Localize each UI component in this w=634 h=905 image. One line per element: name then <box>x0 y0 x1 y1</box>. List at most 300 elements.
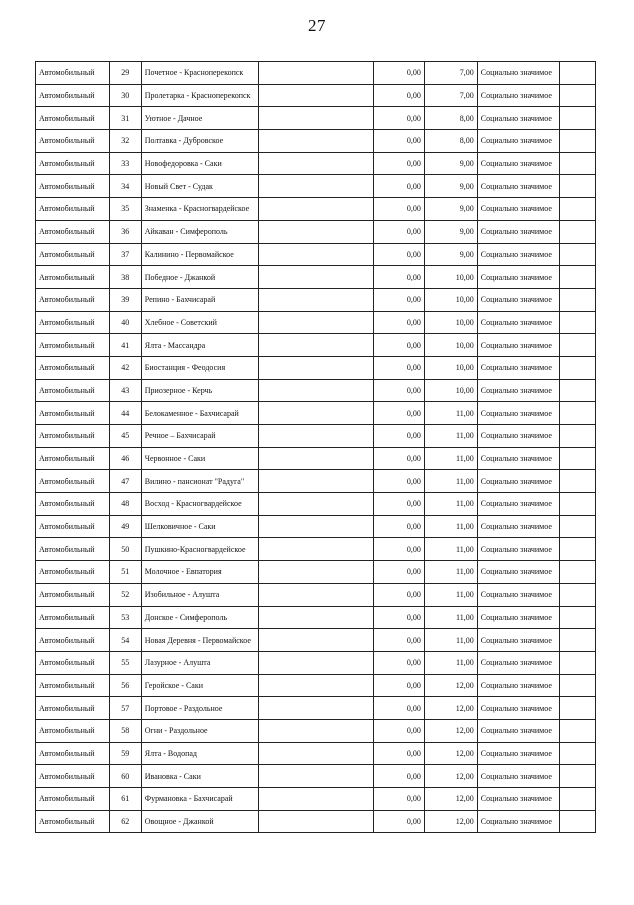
route-name-cell: Айкаван - Симферополь <box>141 220 258 243</box>
empty-cell <box>559 379 595 402</box>
empty-cell <box>559 198 595 221</box>
empty-cell <box>559 334 595 357</box>
table-row <box>36 334 596 357</box>
empty-cell <box>258 175 373 198</box>
value-a-cell: 0,00 <box>374 84 425 107</box>
value-a-cell: 0,00 <box>374 402 425 425</box>
value-b-cell: 10,00 <box>424 311 477 334</box>
route-name-cell: Знаменка - Красногвардейское <box>141 198 258 221</box>
route-category-cell: Социально значимое <box>477 243 559 266</box>
route-number-cell: 45 <box>109 425 141 448</box>
empty-cell <box>559 107 595 130</box>
route-name-cell: Победное - Джанкой <box>141 266 258 289</box>
route-number-cell: 51 <box>109 561 141 584</box>
value-a-cell: 0,00 <box>374 311 425 334</box>
value-b-cell: 11,00 <box>424 651 477 674</box>
route-name-cell: Новофедоровка - Саки <box>141 152 258 175</box>
table-row <box>36 697 596 720</box>
value-a-cell: 0,00 <box>374 538 425 561</box>
route-type-cell: Автомобильный <box>36 561 110 584</box>
route-name-cell: Почетное - Красноперекопск <box>141 62 258 85</box>
empty-cell <box>559 765 595 788</box>
route-category-cell: Социально значимое <box>477 334 559 357</box>
route-name-cell: Восход - Красногвардейское <box>141 493 258 516</box>
route-type-cell: Автомобильный <box>36 152 110 175</box>
empty-cell <box>559 606 595 629</box>
route-number-cell: 55 <box>109 651 141 674</box>
route-type-cell: Автомобильный <box>36 788 110 811</box>
empty-cell <box>258 674 373 697</box>
empty-cell <box>258 447 373 470</box>
route-number-cell: 58 <box>109 719 141 742</box>
empty-cell <box>559 651 595 674</box>
route-type-cell: Автомобильный <box>36 447 110 470</box>
table-row <box>36 175 596 198</box>
route-category-cell: Социально значимое <box>477 84 559 107</box>
table-row <box>36 493 596 516</box>
value-a-cell: 0,00 <box>374 606 425 629</box>
empty-cell <box>559 356 595 379</box>
route-number-cell: 53 <box>109 606 141 629</box>
value-b-cell: 11,00 <box>424 447 477 470</box>
empty-cell <box>559 810 595 833</box>
empty-cell <box>258 288 373 311</box>
route-name-cell: Уютное - Дачное <box>141 107 258 130</box>
route-type-cell: Автомобильный <box>36 606 110 629</box>
empty-cell <box>559 742 595 765</box>
value-a-cell: 0,00 <box>374 810 425 833</box>
value-b-cell: 11,00 <box>424 538 477 561</box>
table-row <box>36 651 596 674</box>
route-number-cell: 49 <box>109 515 141 538</box>
route-type-cell: Автомобильный <box>36 583 110 606</box>
route-type-cell: Автомобильный <box>36 220 110 243</box>
route-type-cell: Автомобильный <box>36 651 110 674</box>
route-name-cell: Ялта - Водопад <box>141 742 258 765</box>
value-b-cell: 11,00 <box>424 629 477 652</box>
route-category-cell: Социально значимое <box>477 425 559 448</box>
empty-cell <box>559 425 595 448</box>
empty-cell <box>258 243 373 266</box>
empty-cell <box>258 651 373 674</box>
table-row <box>36 107 596 130</box>
empty-cell <box>559 788 595 811</box>
empty-cell <box>258 220 373 243</box>
table-row <box>36 742 596 765</box>
route-name-cell: Овощное - Джанкой <box>141 810 258 833</box>
route-number-cell: 52 <box>109 583 141 606</box>
value-a-cell: 0,00 <box>374 288 425 311</box>
empty-cell <box>258 765 373 788</box>
route-type-cell: Автомобильный <box>36 334 110 357</box>
route-number-cell: 39 <box>109 288 141 311</box>
table-row <box>36 379 596 402</box>
route-number-cell: 62 <box>109 810 141 833</box>
empty-cell <box>258 719 373 742</box>
route-name-cell: Приозерное - Керчь <box>141 379 258 402</box>
value-a-cell: 0,00 <box>374 425 425 448</box>
empty-cell <box>559 538 595 561</box>
table-row <box>36 152 596 175</box>
value-b-cell: 12,00 <box>424 788 477 811</box>
value-a-cell: 0,00 <box>374 470 425 493</box>
value-b-cell: 7,00 <box>424 84 477 107</box>
table-row <box>36 220 596 243</box>
value-a-cell: 0,00 <box>374 152 425 175</box>
value-b-cell: 10,00 <box>424 266 477 289</box>
route-name-cell: Полтавка - Дубровское <box>141 130 258 153</box>
route-category-cell: Социально значимое <box>477 220 559 243</box>
value-b-cell: 12,00 <box>424 810 477 833</box>
route-category-cell: Социально значимое <box>477 583 559 606</box>
empty-cell <box>258 62 373 85</box>
route-name-cell: Вилино - пансионат "Радуга" <box>141 470 258 493</box>
value-a-cell: 0,00 <box>374 697 425 720</box>
value-a-cell: 0,00 <box>374 356 425 379</box>
value-a-cell: 0,00 <box>374 742 425 765</box>
route-number-cell: 41 <box>109 334 141 357</box>
empty-cell <box>559 402 595 425</box>
value-b-cell: 10,00 <box>424 379 477 402</box>
empty-cell <box>258 538 373 561</box>
value-a-cell: 0,00 <box>374 765 425 788</box>
route-name-cell: Огни - Раздольное <box>141 719 258 742</box>
route-name-cell: Фурмановка - Бахчисарай <box>141 788 258 811</box>
route-type-cell: Автомобильный <box>36 379 110 402</box>
value-b-cell: 9,00 <box>424 220 477 243</box>
route-number-cell: 35 <box>109 198 141 221</box>
route-number-cell: 60 <box>109 765 141 788</box>
route-name-cell: Хлебное - Советский <box>141 311 258 334</box>
value-a-cell: 0,00 <box>374 651 425 674</box>
route-number-cell: 36 <box>109 220 141 243</box>
value-b-cell: 10,00 <box>424 288 477 311</box>
value-a-cell: 0,00 <box>374 583 425 606</box>
value-b-cell: 9,00 <box>424 198 477 221</box>
route-category-cell: Социально значимое <box>477 765 559 788</box>
empty-cell <box>258 107 373 130</box>
route-number-cell: 56 <box>109 674 141 697</box>
empty-cell <box>258 334 373 357</box>
routes-table-body <box>36 62 596 833</box>
route-category-cell: Социально значимое <box>477 107 559 130</box>
empty-cell <box>258 515 373 538</box>
empty-cell <box>258 629 373 652</box>
empty-cell <box>258 266 373 289</box>
route-category-cell: Социально значимое <box>477 130 559 153</box>
empty-cell <box>258 402 373 425</box>
value-b-cell: 12,00 <box>424 674 477 697</box>
route-number-cell: 47 <box>109 470 141 493</box>
value-a-cell: 0,00 <box>374 130 425 153</box>
table-row <box>36 561 596 584</box>
table-row <box>36 719 596 742</box>
value-b-cell: 12,00 <box>424 697 477 720</box>
table-row <box>36 84 596 107</box>
empty-cell <box>559 674 595 697</box>
route-category-cell: Социально значимое <box>477 719 559 742</box>
route-number-cell: 54 <box>109 629 141 652</box>
route-number-cell: 43 <box>109 379 141 402</box>
route-category-cell: Социально значимое <box>477 697 559 720</box>
route-name-cell: Калинино - Первомайское <box>141 243 258 266</box>
empty-cell <box>258 493 373 516</box>
value-a-cell: 0,00 <box>374 220 425 243</box>
table-row <box>36 356 596 379</box>
table-row <box>36 583 596 606</box>
route-name-cell: Портовое - Раздольное <box>141 697 258 720</box>
route-category-cell: Социально значимое <box>477 742 559 765</box>
route-type-cell: Автомобильный <box>36 243 110 266</box>
value-a-cell: 0,00 <box>374 198 425 221</box>
route-number-cell: 30 <box>109 84 141 107</box>
empty-cell <box>559 130 595 153</box>
route-name-cell: Изобильное - Алушта <box>141 583 258 606</box>
route-type-cell: Автомобильный <box>36 629 110 652</box>
route-number-cell: 37 <box>109 243 141 266</box>
route-name-cell: Новая Деревня - Первомайское <box>141 629 258 652</box>
table-row <box>36 765 596 788</box>
table-row <box>36 288 596 311</box>
value-b-cell: 11,00 <box>424 493 477 516</box>
empty-cell <box>559 152 595 175</box>
table-row <box>36 788 596 811</box>
route-number-cell: 48 <box>109 493 141 516</box>
value-a-cell: 0,00 <box>374 266 425 289</box>
empty-cell <box>258 379 373 402</box>
table-row <box>36 447 596 470</box>
route-category-cell: Социально значимое <box>477 629 559 652</box>
route-name-cell: Лазурное - Алушта <box>141 651 258 674</box>
route-category-cell: Социально значимое <box>477 311 559 334</box>
route-type-cell: Автомобильный <box>36 175 110 198</box>
empty-cell <box>258 130 373 153</box>
value-b-cell: 12,00 <box>424 719 477 742</box>
value-a-cell: 0,00 <box>374 447 425 470</box>
value-a-cell: 0,00 <box>374 493 425 516</box>
route-type-cell: Автомобильный <box>36 266 110 289</box>
empty-cell <box>258 742 373 765</box>
route-type-cell: Автомобильный <box>36 425 110 448</box>
value-b-cell: 10,00 <box>424 356 477 379</box>
route-number-cell: 50 <box>109 538 141 561</box>
route-type-cell: Автомобильный <box>36 356 110 379</box>
route-name-cell: Ивановка - Саки <box>141 765 258 788</box>
empty-cell <box>258 311 373 334</box>
value-b-cell: 9,00 <box>424 152 477 175</box>
empty-cell <box>559 561 595 584</box>
route-type-cell: Автомобильный <box>36 493 110 516</box>
route-type-cell: Автомобильный <box>36 288 110 311</box>
routes-table <box>35 61 596 833</box>
route-type-cell: Автомобильный <box>36 198 110 221</box>
route-type-cell: Автомобильный <box>36 107 110 130</box>
route-category-cell: Социально значимое <box>477 470 559 493</box>
empty-cell <box>559 470 595 493</box>
table-row <box>36 62 596 85</box>
page-number: 27 <box>308 16 326 35</box>
value-b-cell: 11,00 <box>424 402 477 425</box>
value-b-cell: 8,00 <box>424 130 477 153</box>
route-type-cell: Автомобильный <box>36 84 110 107</box>
value-a-cell: 0,00 <box>374 719 425 742</box>
route-number-cell: 44 <box>109 402 141 425</box>
value-a-cell: 0,00 <box>374 788 425 811</box>
value-a-cell: 0,00 <box>374 515 425 538</box>
table-row <box>36 606 596 629</box>
empty-cell <box>559 311 595 334</box>
empty-cell <box>258 583 373 606</box>
route-category-cell: Социально значимое <box>477 810 559 833</box>
route-type-cell: Автомобильный <box>36 130 110 153</box>
value-a-cell: 0,00 <box>374 334 425 357</box>
route-name-cell: Биостанция - Феодосия <box>141 356 258 379</box>
empty-cell <box>559 493 595 516</box>
route-type-cell: Автомобильный <box>36 765 110 788</box>
empty-cell <box>559 629 595 652</box>
route-type-cell: Автомобильный <box>36 402 110 425</box>
route-category-cell: Социально значимое <box>477 198 559 221</box>
value-b-cell: 9,00 <box>424 175 477 198</box>
route-type-cell: Автомобильный <box>36 311 110 334</box>
route-name-cell: Донское - Симферополь <box>141 606 258 629</box>
empty-cell <box>559 175 595 198</box>
empty-cell <box>258 470 373 493</box>
table-row <box>36 515 596 538</box>
route-type-cell: Автомобильный <box>36 62 110 85</box>
route-number-cell: 29 <box>109 62 141 85</box>
table-row <box>36 538 596 561</box>
route-number-cell: 42 <box>109 356 141 379</box>
table-row <box>36 425 596 448</box>
route-type-cell: Автомобильный <box>36 470 110 493</box>
empty-cell <box>258 606 373 629</box>
route-category-cell: Социально значимое <box>477 674 559 697</box>
empty-cell <box>258 152 373 175</box>
empty-cell <box>559 84 595 107</box>
route-name-cell: Пролетарка - Красноперекопск <box>141 84 258 107</box>
route-category-cell: Социально значимое <box>477 402 559 425</box>
value-a-cell: 0,00 <box>374 561 425 584</box>
empty-cell <box>559 243 595 266</box>
route-category-cell: Социально значимое <box>477 175 559 198</box>
empty-cell <box>258 810 373 833</box>
route-type-cell: Автомобильный <box>36 742 110 765</box>
route-name-cell: Белокаменное - Бахчисарай <box>141 402 258 425</box>
route-category-cell: Социально значимое <box>477 788 559 811</box>
empty-cell <box>258 198 373 221</box>
route-category-cell: Социально значимое <box>477 651 559 674</box>
value-a-cell: 0,00 <box>374 243 425 266</box>
value-b-cell: 7,00 <box>424 62 477 85</box>
value-b-cell: 9,00 <box>424 243 477 266</box>
route-number-cell: 38 <box>109 266 141 289</box>
route-category-cell: Социально значимое <box>477 62 559 85</box>
table-row <box>36 674 596 697</box>
route-category-cell: Социально значимое <box>477 288 559 311</box>
route-category-cell: Социально значимое <box>477 606 559 629</box>
value-b-cell: 10,00 <box>424 334 477 357</box>
empty-cell <box>258 561 373 584</box>
value-b-cell: 11,00 <box>424 515 477 538</box>
value-b-cell: 11,00 <box>424 606 477 629</box>
table-row <box>36 130 596 153</box>
table-row <box>36 402 596 425</box>
empty-cell <box>559 62 595 85</box>
empty-cell <box>559 583 595 606</box>
route-number-cell: 59 <box>109 742 141 765</box>
value-b-cell: 11,00 <box>424 583 477 606</box>
route-category-cell: Социально значимое <box>477 447 559 470</box>
empty-cell <box>559 719 595 742</box>
empty-cell <box>559 697 595 720</box>
empty-cell <box>258 84 373 107</box>
route-category-cell: Социально значимое <box>477 515 559 538</box>
table-row <box>36 470 596 493</box>
value-a-cell: 0,00 <box>374 107 425 130</box>
empty-cell <box>258 356 373 379</box>
route-name-cell: Шелковичное - Саки <box>141 515 258 538</box>
route-number-cell: 40 <box>109 311 141 334</box>
table-row <box>36 810 596 833</box>
route-type-cell: Автомобильный <box>36 810 110 833</box>
route-name-cell: Новый Свет - Судак <box>141 175 258 198</box>
route-name-cell: Молочное - Евпатория <box>141 561 258 584</box>
value-a-cell: 0,00 <box>374 629 425 652</box>
route-category-cell: Социально значимое <box>477 152 559 175</box>
route-type-cell: Автомобильный <box>36 719 110 742</box>
value-b-cell: 11,00 <box>424 561 477 584</box>
route-number-cell: 46 <box>109 447 141 470</box>
table-row <box>36 311 596 334</box>
value-b-cell: 12,00 <box>424 742 477 765</box>
route-name-cell: Пушкино-Красногвардейское <box>141 538 258 561</box>
route-type-cell: Автомобильный <box>36 538 110 561</box>
route-category-cell: Социально значимое <box>477 493 559 516</box>
route-category-cell: Социально значимое <box>477 266 559 289</box>
route-name-cell: Ялта - Массандра <box>141 334 258 357</box>
route-type-cell: Автомобильный <box>36 515 110 538</box>
empty-cell <box>559 447 595 470</box>
table-row <box>36 266 596 289</box>
value-a-cell: 0,00 <box>374 62 425 85</box>
route-name-cell: Червонное - Саки <box>141 447 258 470</box>
route-category-cell: Социально значимое <box>477 561 559 584</box>
empty-cell <box>559 220 595 243</box>
route-number-cell: 33 <box>109 152 141 175</box>
route-category-cell: Социально значимое <box>477 356 559 379</box>
empty-cell <box>258 788 373 811</box>
route-name-cell: Геройское - Саки <box>141 674 258 697</box>
route-number-cell: 32 <box>109 130 141 153</box>
value-a-cell: 0,00 <box>374 175 425 198</box>
route-number-cell: 31 <box>109 107 141 130</box>
route-number-cell: 57 <box>109 697 141 720</box>
route-name-cell: Речное – Бахчисарай <box>141 425 258 448</box>
value-b-cell: 11,00 <box>424 470 477 493</box>
value-a-cell: 0,00 <box>374 674 425 697</box>
route-category-cell: Социально значимое <box>477 538 559 561</box>
value-b-cell: 12,00 <box>424 765 477 788</box>
empty-cell <box>258 697 373 720</box>
empty-cell <box>258 425 373 448</box>
route-type-cell: Автомобильный <box>36 674 110 697</box>
value-a-cell: 0,00 <box>374 379 425 402</box>
table-row <box>36 198 596 221</box>
route-name-cell: Репино - Бахчисарай <box>141 288 258 311</box>
table-row <box>36 629 596 652</box>
route-number-cell: 61 <box>109 788 141 811</box>
